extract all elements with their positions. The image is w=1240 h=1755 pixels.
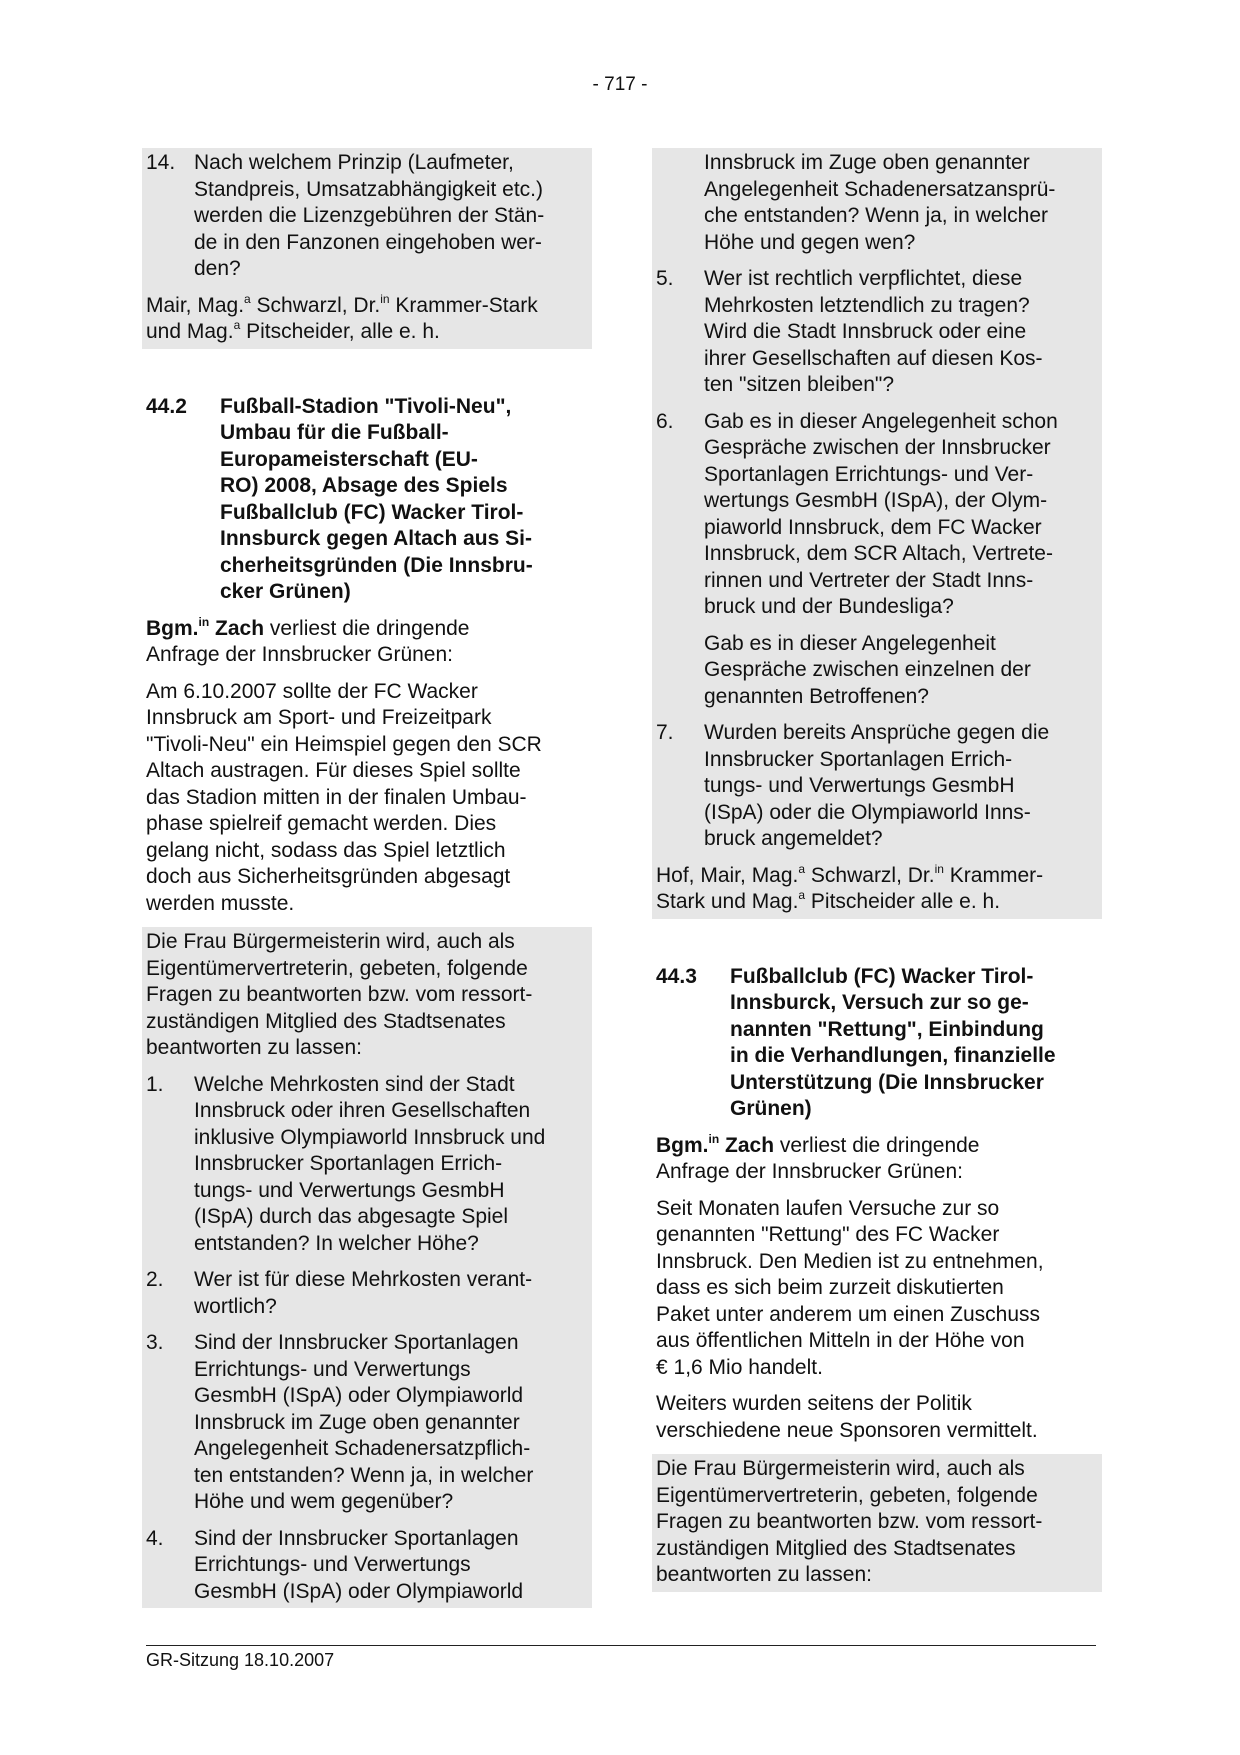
list-number: 3.: [146, 1331, 164, 1354]
list-number: 6.: [656, 409, 674, 433]
body-paragraph: Seit Monaten laufen Versuche zur so genannten "Rettung" des FC Wacker Innsbruck. Den Medien ist zu entnehmen, dass es sich beim zurzeit diskutierten Paket unter anderem um einen Zuschuss aus öffentlichen Mitteln in der Höhe von € 1,6 Mio handelt.: [656, 1196, 1044, 1379]
footer-divider: [146, 1645, 1096, 1646]
list-number: 4.: [146, 1526, 164, 1550]
list-item-1: [146, 1072, 588, 1258]
list-text: Gab es in dieser Angelegenheit schon Gespräche zwischen der Innsbrucker Sportanlagen Errichtungs- und Ver- wertungs GesmbH (ISpA), der Olym- piaworld Innsbruck, dem FC Wacker Innsbruck, dem SCR Altach, Vertrete- rinnen und Vertreter der Stadt Inns- bruck und der Bundesliga?: [704, 409, 1058, 618]
section-heading-44-3: [656, 964, 1098, 1123]
list-text: Welche Mehrkosten sind der Stadt Innsbruck oder ihren Gesellschaften inklusive Olympiaworld Innsbruck und Innsbrucker Sportanlagen Errich- tungs- und Verwertungs GesmbH (ISpA) durch das abgesagte Spiel entstanden? In welcher Höhe?: [194, 1072, 546, 1255]
intro-paragraph: Bgm.$^{in}$ Zach verliest die dringende Anfrage der Innsbrucker Grünen:: [146, 614, 470, 666]
request-block: Die Frau Bürgermeisterin wird, auch als Eigentümervertreterin, gebeten, folgende Fragen zu beantworten bzw. vom ressort- zuständigen Mitglied des Stadtsenates beantworten zu lassen:: [652, 1454, 1102, 1592]
list-number: 14.: [146, 151, 176, 174]
section-title: Fußball-Stadion "Tivoli-Neu", Umbau für die Fußball- Europameisterschaft (EU- RO) 2008, Absage des Spiels Fußballclub (FC) Wacker Tirol- Innsburck gegen Altach aus Si- cherheitsgründen (Die Innsbru- cker Grünen): [220, 394, 533, 603]
list-item-4-continued: Innsbruck im Zuge oben genannter Angelegenheit Schadenersatzansprü- che entstanden? Wenn ja, in welcher Höhe und gegen wen?: [704, 151, 1056, 254]
list-item-6: [656, 409, 1098, 621]
list-item-7: [656, 720, 1098, 853]
list-number: 7.: [656, 721, 674, 744]
list-text: Sind der Innsbrucker Sportanlagen Errichtungs- und Verwertungs GesmbH (ISpA) oder Olympiaworld Innsbruck im Zuge oben genannter Angelegenheit Schadenersatzpflich- ten entstanden? Wenn ja, in welcher Höhe und wem gegenüber?: [194, 1331, 534, 1513]
list-number: 5.: [656, 267, 674, 290]
right-column: [656, 148, 1098, 1592]
list-number: 2.: [146, 1268, 164, 1291]
list-text: Sind der Innsbrucker Sportanlagen Errichtungs- und Verwertungs GesmbH (ISpA) oder Olympiaworld: [194, 1526, 524, 1603]
list-item-6-subparagraph: Gab es in dieser Angelegenheit Gespräche zwischen einzelnen der genannten Betroffenen?: [704, 631, 1031, 708]
text-line: werden die Lizenzgebühren der Stän-: [194, 204, 545, 227]
list-item-3: [146, 1330, 588, 1516]
list-item-5: [656, 266, 1098, 399]
request-block: [142, 927, 592, 1608]
page-number: - 717 -: [592, 74, 648, 95]
list-text: Wer ist für diese Mehrkosten verant- wortlich?: [194, 1268, 533, 1318]
list-text: [194, 150, 588, 283]
signers: Mair, Mag.$^a$ Schwarzl, Dr.$^{in}$ Krammer-Stark und Mag.$^a$ Pitscheider, alle e. h.: [146, 291, 538, 343]
section-title: Fußballclub (FC) Wacker Tirol- Innsburck, Versuch zur so ge- nannten "Rettung", Einbindung in die Verhandlungen, finanzielle Unterstützung (Die Innsbrucker Grünen): [730, 964, 1056, 1120]
list-item-2: [146, 1267, 588, 1320]
list-text: Wurden bereits Ansprüche gegen die Innsbrucker Sportanlagen Errich- tungs- und Verwertungs GesmbH (ISpA) oder die Olympiaworld Inns- bruck angemeldet?: [704, 721, 1050, 850]
list-number: 1.: [146, 1072, 164, 1096]
section-number: 44.2: [146, 394, 187, 418]
text-line: den?: [194, 257, 241, 280]
list-item-14: [146, 150, 588, 283]
body-paragraph: Am 6.10.2007 sollte der FC Wacker Innsbruck am Sport- und Freizeitpark "Tivoli-Neu" ein Heimspiel gegen den SCR Altach austragen. Für dieses Spiel sollte das Stadion mitten in der finalen Umbau- phase spielreif gemacht werden. Dies gelang nicht, sodass das Spiel letztlich doch aus Sicherheitsgründen abgesagt werden musste.: [146, 679, 542, 915]
question-block-continued: [652, 148, 1102, 919]
section-number: 44.3: [656, 964, 697, 988]
request-paragraph: Die Frau Bürgermeisterin wird, auch als Eigentümervertreterin, gebeten, folgende Fragen zu beantworten bzw. vom ressort- zuständigen Mitglied des Stadtsenates beantworten zu lassen:: [146, 930, 533, 1059]
signers: Hof, Mair, Mag.$^a$ Schwarzl, Dr.$^{in}$ Krammer- Stark und Mag.$^a$ Pitscheider alle e. h.: [656, 861, 1044, 913]
text-line: de in den Fanzonen eingehoben wer-: [194, 230, 542, 254]
intro-paragraph: Bgm.$^{in}$ Zach verliest die dringende Anfrage der Innsbrucker Grünen:: [656, 1131, 980, 1183]
list-item-4: [146, 1526, 588, 1606]
text-line: Standpreis, Umsatzabhängigkeit etc.): [194, 177, 544, 201]
body-paragraph-2: Weiters wurden seitens der Politik verschiedene neue Sponsoren vermittelt.: [656, 1392, 1038, 1442]
section-heading-44-2: [146, 394, 588, 606]
question-block-tail: [142, 148, 592, 349]
text-line: Nach welchem Prinzip (Laufmeter,: [194, 151, 514, 174]
list-text: Wer ist rechtlich verpflichtet, diese Mehrkosten letztendlich zu tragen? Wird die Stadt Innsbruck oder eine ihrer Gesellschaften auf diesen Kos- ten "sitzen bleiben"?: [704, 267, 1043, 396]
left-column: [146, 148, 588, 1608]
footer-text: GR-Sitzung 18.10.2007: [146, 1650, 335, 1670]
